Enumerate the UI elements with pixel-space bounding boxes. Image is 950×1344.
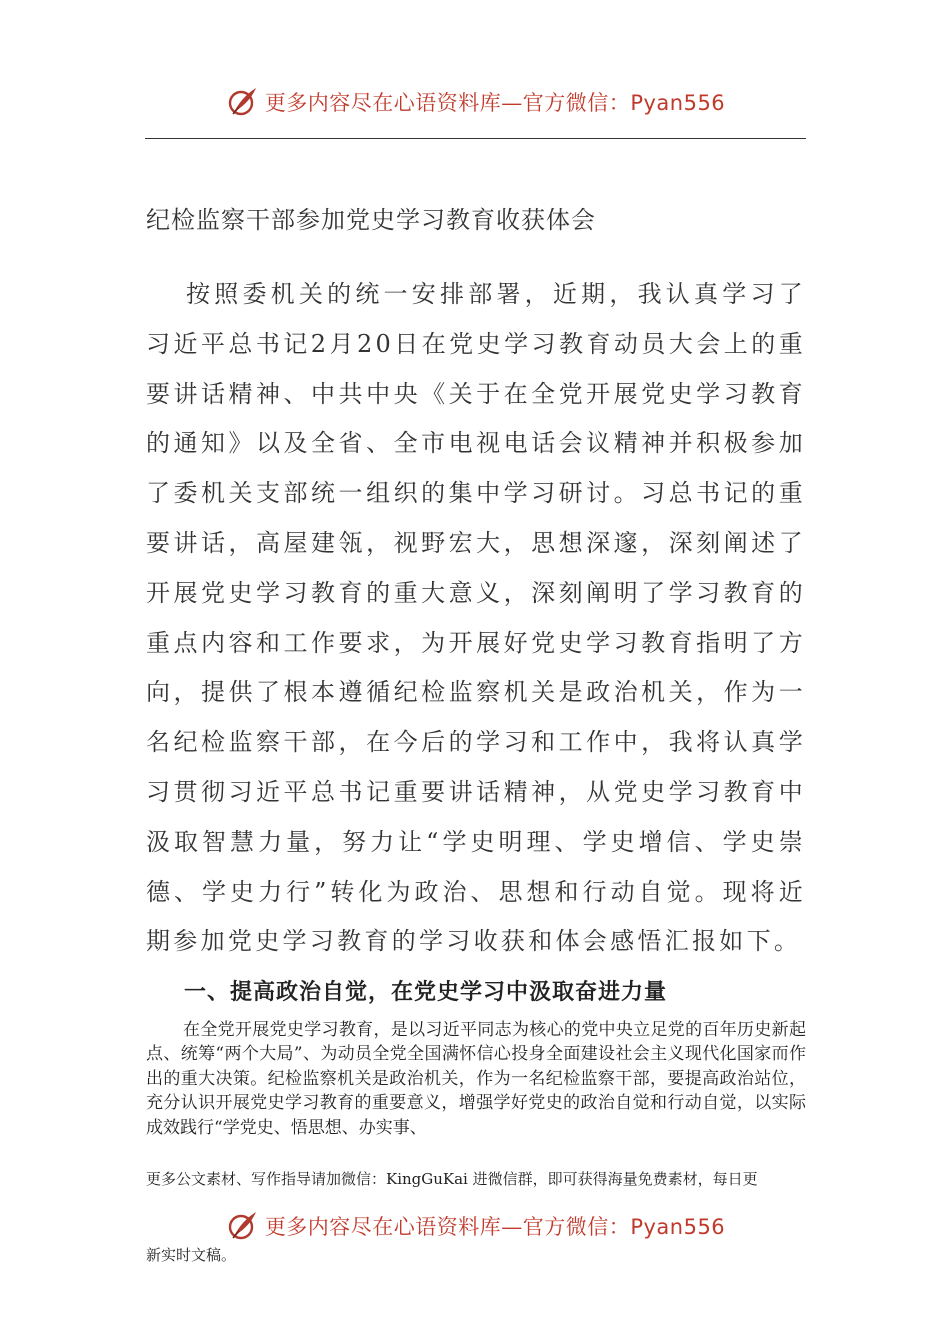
footer-banner-text: 更多内容尽在心语资料库—官方微信：Pyan556: [264, 1215, 726, 1239]
header-watermark-banner: [0, 82, 950, 122]
feather-pen-icon: [225, 1209, 259, 1243]
header-divider: [145, 138, 806, 139]
footer-wechat-id: Pyan556: [630, 1215, 726, 1239]
section-1-body: 在全党开展党史学习教育，是以习近平同志为核心的党中央立足党的百年历史新起点、统筹“两个大局”、为动员全党全国满怀信心投身全面建设社会主义现代化国家而作出的重大决策。纪检监察机关是政治机关，作为一名纪检监察干部，要提高政治站位，充分认识开展党史学习教育的重要意义，增强学好党史的政治自觉和行动自觉，以实际成效践行“学党史、悟思想、办实事、: [146, 1020, 806, 1138]
header-wechat-id: Pyan556: [630, 91, 726, 115]
intro-paragraph: 按照委机关的统一安排部署，近期，我认真学习了习近平总书记2月20日在党史学习教育动员大会上的重要讲话精神、中共中央《关于在全党开展党史学习教育的通知》以及全省、全市电视电话会议精神并积极参加了委机关支部统一组织的集中学习研讨。习总书记的重要讲话，高屋建瓴，视野宏大，思想深邃，深刻阐述了开展党史学习教育的重大意义，深刻阐明了学习教育的重点内容和工作要求，为开展好党史学习教育指明了方向，提供了根本遵循纪检监察机关是政治机关，作为一名纪检监察干部，在今后的学习和工作中，我将认真学习贯彻习近平总书记重要讲话精神，从党史学习教育中汲取智慧力量，努力让“学史明理、学史增信、学史崇德、学史力行”转化为政治、思想和行动自觉。现将近期参加党史学习教育的学习收获和体会感悟汇报如下。: [146, 280, 806, 956]
feather-pen-icon: [225, 85, 259, 119]
footer-watermark-banner: [0, 1206, 950, 1246]
document-title: 纪检监察干部参加党史学习教育收获体会: [146, 206, 596, 234]
footer-note-line-1: 更多公文素材、写作指导请加微信：KingGuKai 进微信群，即可获得海量免费素材，每日更: [146, 1170, 758, 1188]
header-banner-text: 更多内容尽在心语资料库—官方微信：Pyan556: [264, 91, 726, 115]
footer-note-line-2: 新实时文稿。: [146, 1246, 237, 1264]
section-1-heading: 一、提高政治自觉，在党史学习中汲取奋进力量: [184, 980, 668, 1005]
